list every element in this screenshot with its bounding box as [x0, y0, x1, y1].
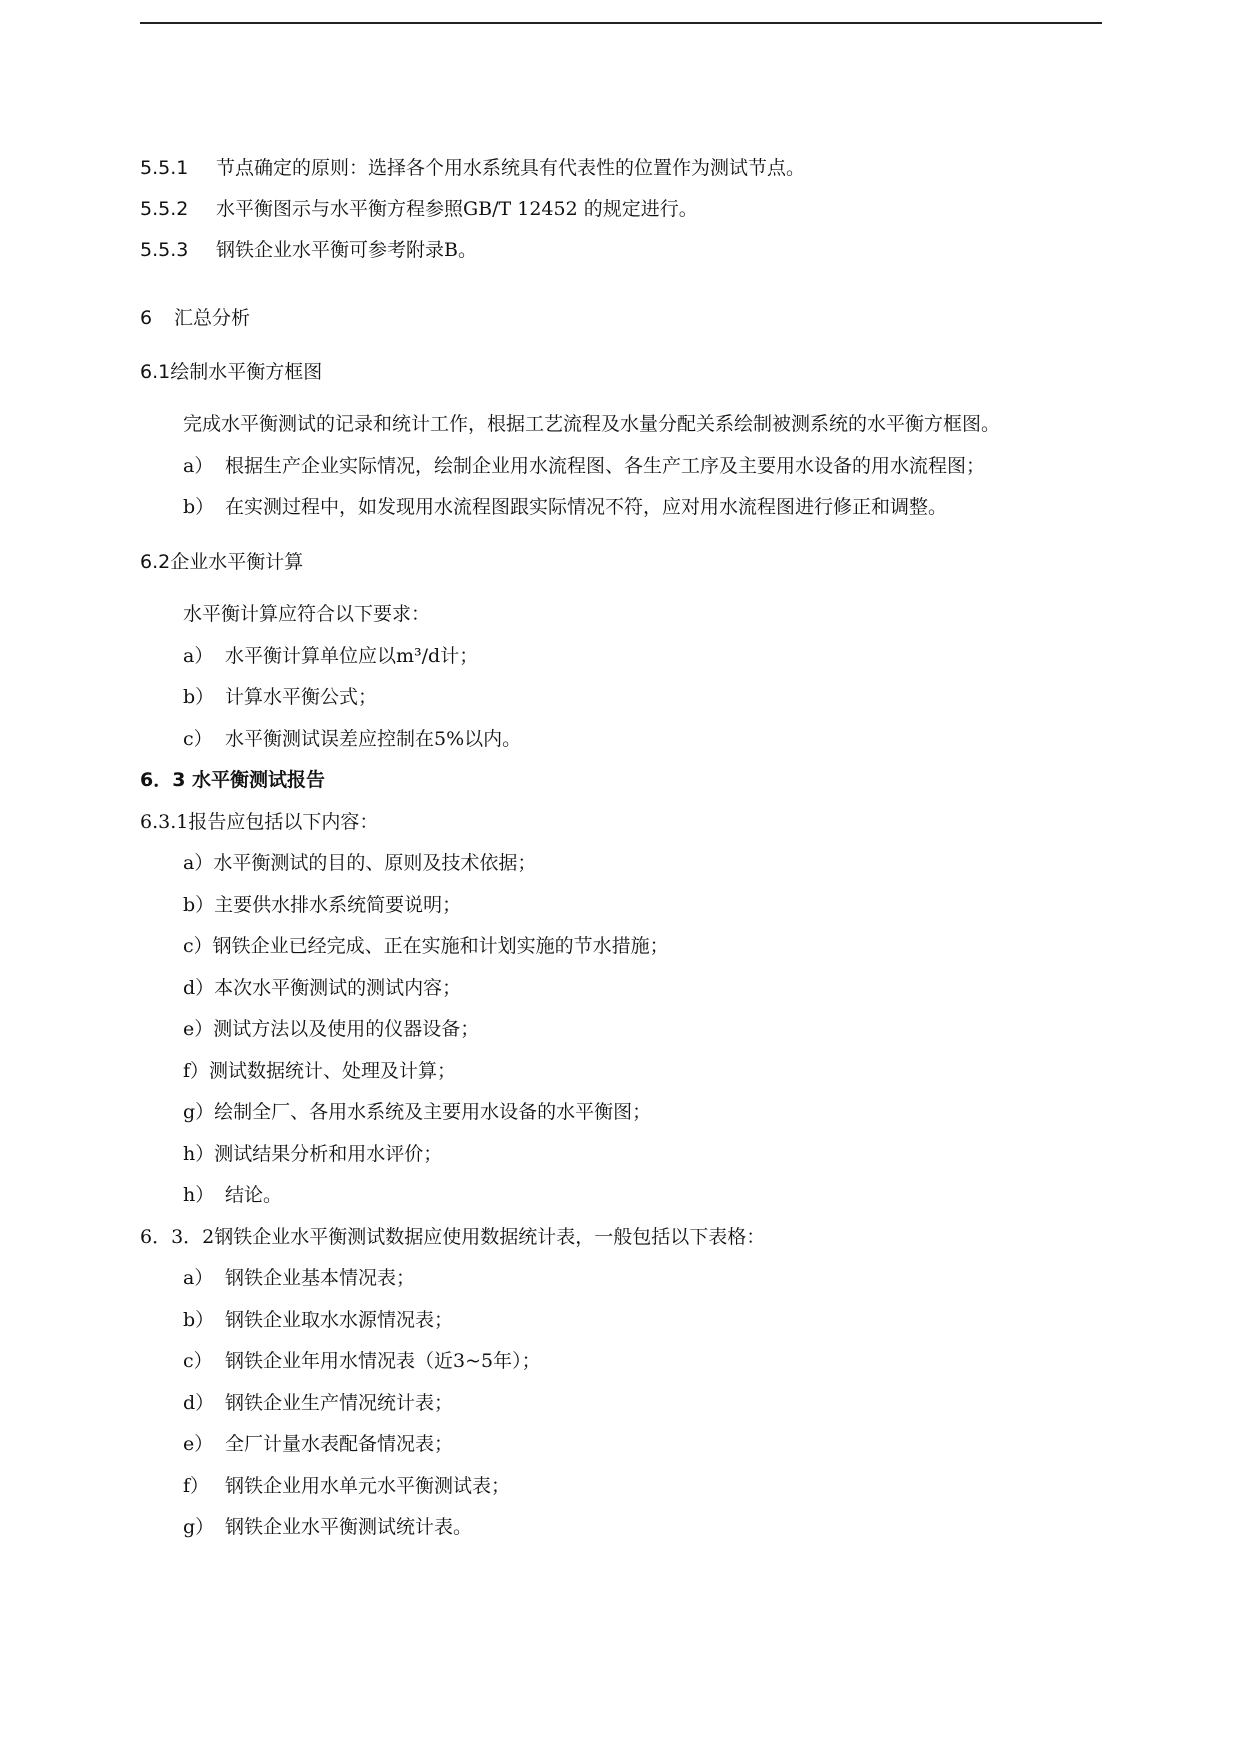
item-label: h）: [183, 1184, 215, 1206]
list-item: c）钢铁企业已经完成、正在实施和计划实施的节水措施；: [183, 935, 669, 957]
section-6-2-intro: 水平衡计算应符合以下要求：: [183, 603, 431, 625]
clause-text: 水平衡图示与水平衡方程参照GB/T 12452 的规定进行。: [216, 198, 698, 220]
subsection-6-3-1: 6.3.1报告应包括以下内容：: [140, 811, 379, 833]
header-rule: [140, 22, 1102, 24]
item-label: d）: [183, 1392, 215, 1414]
list-item: [183, 1431, 453, 1457]
item-text: 钢铁企业生产情况统计表；: [225, 1392, 454, 1414]
item-label: b）: [183, 686, 215, 708]
item-text: 全厂计量水表配备情况表；: [225, 1433, 454, 1455]
item-text: 水平衡测试误差应控制在5%以内。: [225, 728, 522, 750]
list-item: g）绘制全厂、各用水系统及主要用水设备的水平衡图；: [183, 1101, 652, 1123]
list-item: a）水平衡测试的目的、原则及技术依据；: [183, 852, 537, 874]
item-text: 计算水平衡公式；: [225, 686, 378, 708]
item-text: 钢铁企业年用水情况表（近3~5年）；: [225, 1350, 541, 1372]
item-label: a）: [183, 1267, 214, 1289]
item-label: c）: [183, 1350, 213, 1372]
list-item: [183, 494, 947, 520]
clause-5-5-3: [140, 237, 477, 263]
section-6-2-heading: 6.2企业水平衡计算: [140, 551, 304, 573]
item-text: 水平衡计算单位应以m³/d计；: [225, 645, 479, 667]
list-item: [183, 1514, 472, 1540]
list-item: [183, 453, 985, 479]
section-6-1-intro: 完成水平衡测试的记录和统计工作，根据工艺流程及水量分配关系绘制被测系统的水平衡方框图。: [183, 413, 1001, 435]
item-text: 钢铁企业水平衡测试统计表。: [225, 1516, 473, 1538]
item-label: a）: [183, 645, 214, 667]
item-text: 在实测过程中，如发现用水流程图跟实际情况不符，应对用水流程图进行修正和调整。: [225, 496, 948, 518]
list-item: [183, 1473, 510, 1499]
subsection-6-3-2: 6．3．2钢铁企业水平衡测试数据应使用数据统计表，一般包括以下表格：: [140, 1226, 766, 1248]
list-item: [183, 1182, 282, 1208]
chapter-number: 6: [140, 307, 153, 329]
list-item: b）主要供水排水系统简要说明；: [183, 894, 462, 916]
list-item: h）测试结果分析和用水评价；: [183, 1143, 443, 1165]
item-text: 钢铁企业基本情况表；: [225, 1267, 416, 1289]
section-6-1-heading: 6.1绘制水平衡方框图: [140, 361, 323, 383]
clause-number: 5.5.3: [140, 239, 189, 261]
list-item: [183, 1307, 453, 1333]
list-item: e）测试方法以及使用的仪器设备；: [183, 1018, 480, 1040]
chapter-title: 汇总分析: [174, 307, 251, 329]
section-6-3-heading: 6．3 水平衡测试报告: [140, 769, 326, 791]
item-text: 根据生产企业实际情况，绘制企业用水流程图、各生产工序及主要用水设备的用水流程图；: [225, 455, 986, 477]
clause-5-5-1: [140, 155, 805, 181]
chapter-6-heading: [140, 305, 250, 331]
item-label: c）: [183, 728, 213, 750]
item-label: f）: [183, 1475, 210, 1497]
list-item: [183, 1390, 453, 1416]
list-item: [183, 643, 478, 669]
list-item: d）本次水平衡测试的测试内容；: [183, 977, 462, 999]
list-item: [183, 684, 377, 710]
item-label: b）: [183, 1309, 215, 1331]
item-text: 钢铁企业用水单元水平衡测试表；: [225, 1475, 511, 1497]
clause-text: 节点确定的原则：选择各个用水系统具有代表性的位置作为测试节点。: [216, 157, 806, 179]
item-label: a）: [183, 455, 214, 477]
list-item: [183, 1265, 415, 1291]
item-text: 钢铁企业取水水源情况表；: [225, 1309, 454, 1331]
item-label: g）: [183, 1516, 215, 1538]
clause-number: 5.5.2: [140, 198, 189, 220]
list-item: [183, 1348, 541, 1374]
clause-number: 5.5.1: [140, 157, 189, 179]
item-label: e）: [183, 1433, 214, 1455]
item-label: b）: [183, 496, 215, 518]
list-item: [183, 726, 521, 752]
clause-text: 钢铁企业水平衡可参考附录B。: [216, 239, 477, 261]
list-item: f）测试数据统计、处理及计算；: [183, 1060, 457, 1082]
item-text: 结论。: [225, 1184, 283, 1206]
clause-5-5-2: [140, 196, 698, 222]
